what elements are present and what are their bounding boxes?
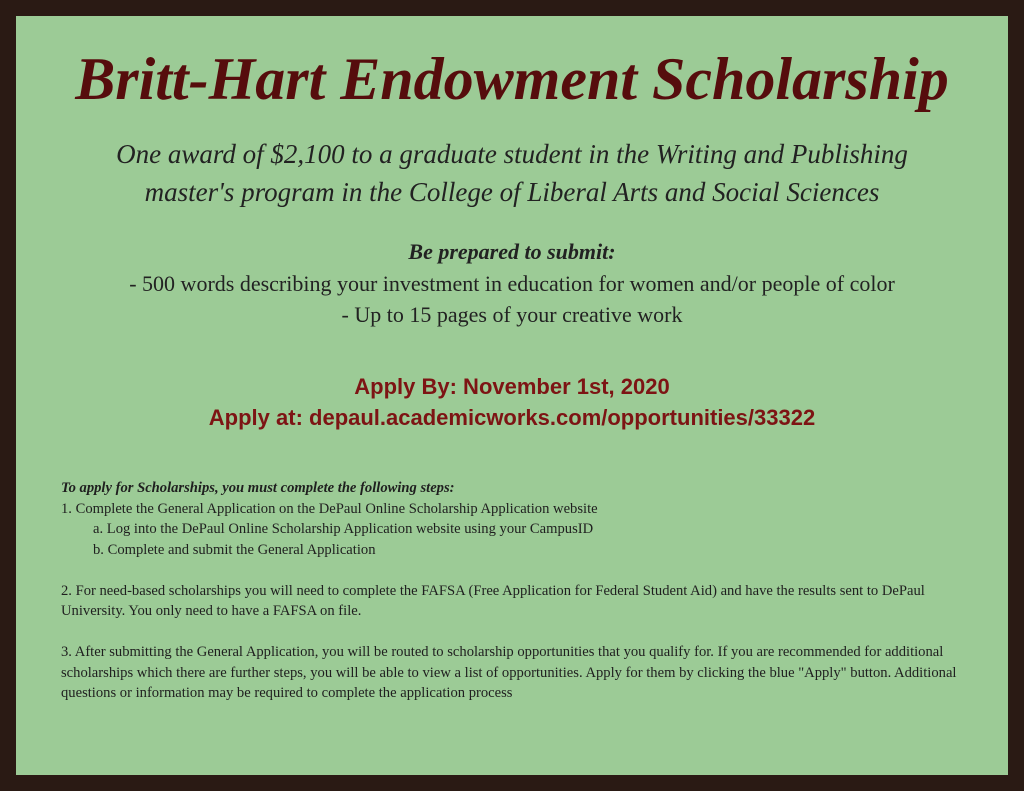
apply-link[interactable]: Apply at: depaul.academicworks.com/opportunities/33322 bbox=[208, 405, 816, 430]
apply-deadline: Apply By: November 1st, 2020 bbox=[354, 374, 670, 399]
step-1b: b. Complete and submit the General Application bbox=[93, 541, 376, 558]
prepare-list bbox=[16, 268, 1008, 330]
spacer bbox=[61, 560, 961, 581]
award-description-line-1: One award of $2,100 to a graduate student in the Writing and Publishing bbox=[116, 139, 908, 169]
step-3: 3. After submitting the General Application, you will be routed to scholarship opportunities that you qualify for. If you are recommended for additional scholarships which there are further steps, you will be able to view a list of opportunities. Apply for them by clicking the blue "Apply" button. Additional questions or information may be required to complete the application process bbox=[61, 644, 957, 701]
prepare-item-essay: - 500 words describing your investment in education for women and/or people of color bbox=[129, 271, 895, 296]
spacer bbox=[61, 622, 961, 643]
step-2: 2. For need-based scholarships you will need to complete the FAFSA (Free Application for Federal Student Aid) and have the results sent to DePaul University. You only need to have a FAFSA on file. bbox=[61, 582, 925, 619]
step-1a: a. Log into the DePaul Online Scholarship Application website using your CampusID bbox=[93, 521, 594, 537]
apply-info bbox=[16, 371, 1008, 433]
award-description bbox=[16, 135, 1008, 211]
steps-heading: To apply for Scholarships, you must complete the following steps: bbox=[61, 480, 455, 496]
prepare-item-creative-work: - Up to 15 pages of your creative work bbox=[341, 302, 683, 327]
step-1: 1. Complete the General Application on the DePaul Online Scholarship Application website bbox=[61, 500, 598, 517]
prepare-heading: Be prepared to submit: bbox=[408, 239, 616, 264]
page-title: Britt-Hart Endowment Scholarship bbox=[75, 46, 949, 112]
application-steps bbox=[61, 478, 961, 704]
flyer-panel bbox=[16, 16, 1008, 775]
award-description-line-2: master's program in the College of Liberal Arts and Social Sciences bbox=[144, 177, 880, 207]
